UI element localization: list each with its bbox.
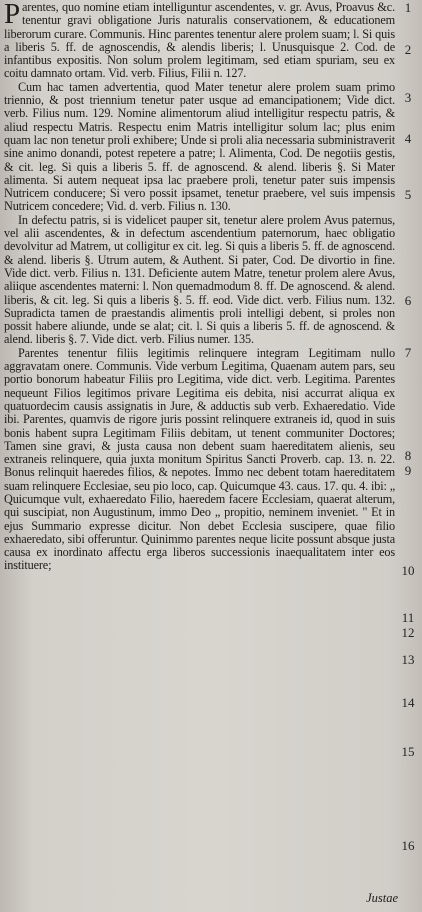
paragraph-4: Parentes tenentur filiis legitimis relinquere integram Legitimam nullo aggravatam onere. Communis. Vide verbum Legitima, Quaenam autem pars, seu portio bonorum habeatur Filiis pro Legitima, vide dict. verb. Legitima. Parentes nequeunt Filios legitimos privare Legitima eis debita, nisi accurrat aliqua ex quatuordecim causis assignatis in Jure, & adductis sub verb. Exhaeredatio. Vide ibi. Parentes, quamvis de rigore juris possint relinquere extraneis id, quod in suis bonis habent supra Legitimam Filiis debitam, ut tenent communiter Doctores; Tamen sine gravi, & justa causa non debent suam haereditatem alienis, seu extraneis relinquere, quia juxta monitum Spiritus Sancti Proverb. cap. 13. n. 22. Bonus relinquit haeredes filios, & nepotes. Immo nec debent totam haereditatem suam relinquere Ecclesiae, seu pio loco, cap. Quicumque 43. caus. 17. qu. 4. ibi: „ Quicumque vult, exhaeredato Filio, haeredem facere Ecclesiam, quaerat alterum, qui suscipiat, non Augustinum, immo Deo „ propitio, neminem inveniet. " Et in ejus Summario expresse dicitur. Non debet Ecclesia suscipere, quae filio exhaeredato, sibi offeruntur. Quinimmo parentes neque licite possunt absque justa causa ex inordinato affectu erga liberos successionis inaequalitatem inter eos instituere; — [4, 345, 395, 573]
catchword: Justae — [366, 891, 398, 905]
margin-number: 1 — [404, 0, 412, 15]
margin-number: 14 — [401, 695, 415, 710]
paragraph-1 — [4, 1, 395, 81]
margin-number: 15 — [401, 744, 415, 759]
margin-number: 6 — [404, 293, 412, 308]
paragraph-3: In defectu patris, si is videlicet pauper sit, tenetur alere prolem Avus paternus, vel alii ascendentes, & in defectum ascendentium paternorum, haec obligatio devolvitur ad Matrem, ut colligitur ex cit. leg. Si quis a liberis 5. ff. de agnoscend. & alend. liberis §. Utrum autem, & Authent. Si pater, Cod. De divortio in fine. Vide dict. verb. Filius n. 131. Deficiente autem Matre, tenetur prolem alere Avus, aliique ascendentes materni: l. Non quemadmodum 8. ff. De agnoscend. & alend. liberis, & cit. leg. Si quis a liberis §. 5. ff. eod. Vide dict. verb. Filius num. 132. Supradicta tamen de praestandis alimentis proli intelligi debent, si proles non possit habere aliunde, unde se alat; cit. l. Si quis a liberis 5. ff. de agnoscend. & alend. liberis §. 7. Vide dict. verb. Filius numer. 135. — [4, 212, 395, 347]
margin-number: 12 — [401, 625, 415, 640]
margin-number: 11 — [401, 610, 415, 625]
margin-number: 2 — [404, 42, 412, 57]
margin-number: 8 — [404, 448, 412, 463]
margin-number: 5 — [404, 187, 412, 202]
margin-number: 4 — [404, 131, 412, 146]
drop-cap: P — [4, 0, 20, 30]
margin-number: 7 — [404, 345, 412, 360]
paragraph-2: Cum hac tamen advertentia, quod Mater tenetur alere prolem suam primo triennio, & post triennium tenetur pater usque ad emancipationem; Vide dict. verb. Filius num. 129. Nomine alimentorum aliud intelligitur respectu patris, & aliud respectu Matris. Respectu enim Matris intelligitur solum lac; plus enim quam lac non tenetur proli exhibere; Unde si proli alia necessaria subministraverit sine animo donandi, potest repetere a patre; l. Alimenta, Cod. De negotiis gestis, & cit. leg. Si quis a liberis 5. ff. de agnoscend. & alend. liberis §. Si Mater alimenta. Si autem nequeat ipsa lac praebere proli, tenetur pater suis impensis Nutricem conducere; Si vero possit ipsamet, tenetur praebere, vel suis impensis Nutricem concedere; Vid. d. verb. Filius n. 130. — [4, 79, 395, 214]
margin-number: 3 — [404, 90, 412, 105]
margin-number: 9 — [404, 463, 412, 478]
body-text — [4, 1, 395, 573]
margin-number: 13 — [401, 652, 415, 667]
margin-number: 10 — [401, 563, 415, 578]
paragraph-1-text: arentes, quo nomine etiam intelliguntur ascendentes, v. gr. Avus, Proavus &c. tenentur gravi obligatione Juris naturalis conservationem, & educationem liberorum curare. Communis. Hinc parentes tenentur alere prolem suam; l. Si quis a liberis 5. ff. de agnoscendis, & alendis liberis; l. Unusquisque 2. Cod. de infantibus expositis. Non solum prolem legitimam, sed etiam spuriam, seu ex coitu damnato ortam. Vid. verb. Filius, Filii n. 127. — [4, 0, 395, 81]
margin-number: 16 — [401, 838, 415, 853]
